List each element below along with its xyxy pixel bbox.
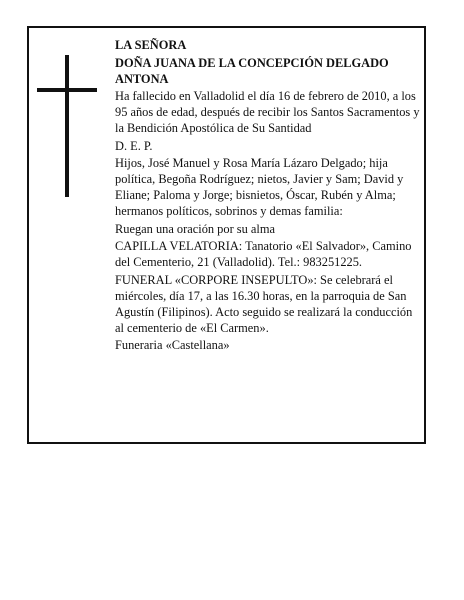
funeral-info: FUNERAL «CORPORE INSEPULTO»: Se celebrará el miércoles, día 17, a las 16.30 horas, en la parroquia de San Agustín (Filipinos). Acto seguido se realizará la conducción al cementerio de «El Carmen». <box>115 272 413 335</box>
notice-title: LA SEÑORA <box>115 38 187 52</box>
cross-icon <box>37 55 97 197</box>
cross-horizontal-bar <box>37 88 97 92</box>
funeral-home: Funeraria «Castellana» <box>115 338 230 352</box>
prayer-request: Ruegan una oración por su alma <box>115 221 275 236</box>
cross-vertical-bar <box>65 55 69 197</box>
chapel-info: CAPILLA VELATORIA: Tanatorio «El Salvador», Camino del Cementerio, 21 (Valladolid). Tel.: 983251225. <box>115 239 412 269</box>
family-list: Hijos, José Manuel y Rosa María Lázaro Delgado; hija política, Begoña Rodríguez; nietos, Javier y Sam; David y Eliane; Paloma y Jorge; bisnietos, Óscar, Rubén y Alma; hermanos políticos, sobrinos y demas familia: <box>115 156 404 218</box>
rip-line: D. E. P. <box>115 138 153 153</box>
death-announcement: Ha fallecido en Valladolid el día 16 de febrero de 2010, a los 95 años de edad, después de recibir los Santos Sacramentos y la Bendición Apostólica de Su Santidad <box>115 89 420 135</box>
obituary-text <box>115 37 423 355</box>
deceased-name: DOÑA JUANA DE LA CONCEPCIÓN DELGADO ANTONA <box>115 55 389 86</box>
